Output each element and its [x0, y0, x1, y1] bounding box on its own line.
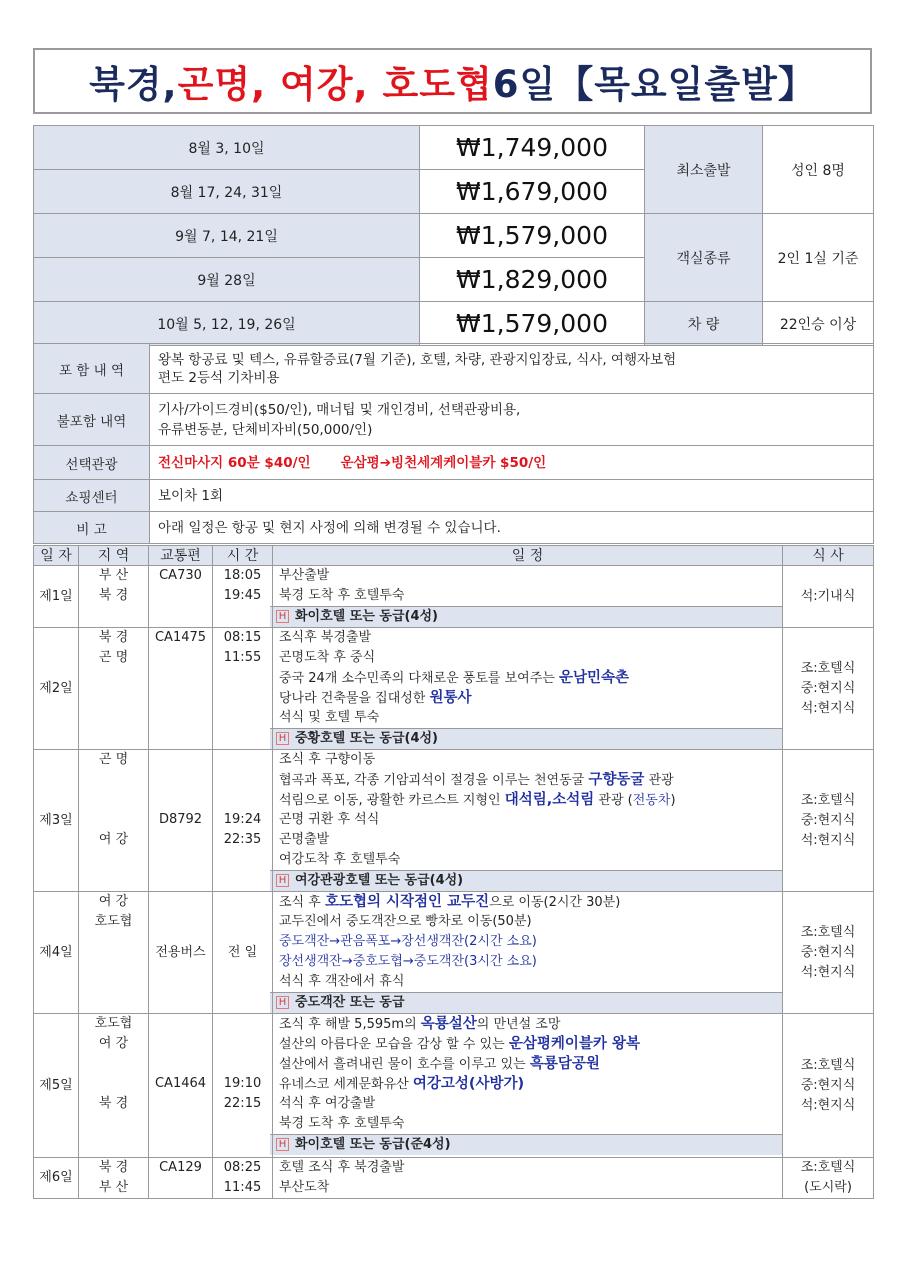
itinerary-cell: 조식 후 해발 5,595m의 옥룡설산의 만년설 조망 설산의 아름다운 모습을 감상 할 수 있는 운삼평케이블카 왕복 설산에서 흘려내린 물이 호수를 이루고 있는 흑룡담공원 유네스코 세계문화유산 여강고성(사방가) 석식 후 여강출발 북경 도착 후 호텔투숙 H 화이호텔 또는 동급(준4성) — [273, 1014, 783, 1158]
shopping-text: 보이차 1회 — [150, 480, 874, 512]
time-cell: 전 일 — [213, 892, 273, 1014]
info-value: 성인 8명 — [763, 126, 874, 214]
hotel-line: H 여강관광호텔 또는 동급(4성) — [270, 870, 783, 891]
time-cell: 19:24 22:35 — [213, 750, 273, 892]
note-label: 비 고 — [34, 512, 150, 544]
transport-cell: D8792 — [149, 750, 213, 892]
day-label: 제6일 — [34, 1158, 79, 1199]
optional-text: 전신마사지 60분 $40/인 운삼평➔빙천세계케이블카 $50/인 — [150, 446, 874, 480]
price-value: ₩1,579,000 — [420, 302, 645, 346]
hotel-icon: H — [276, 996, 289, 1009]
price-value: ₩1,679,000 — [420, 170, 645, 214]
itinerary-cell: 부산출발 북경 도착 후 호텔투숙 H 화이호텔 또는 동급(4성) — [273, 566, 783, 628]
region-cell: 부 산 북 경 — [79, 566, 149, 628]
region-cell: 호도협 여 강 북 경 — [79, 1014, 149, 1158]
hotel-icon: H — [276, 732, 289, 745]
time-cell: 18:05 19:45 — [213, 566, 273, 628]
includes-label: 포 함 내 역 — [34, 344, 150, 394]
info-label: 차 량 — [645, 302, 763, 346]
hotel-line: H 화이호텔 또는 동급(준4성) — [270, 1134, 783, 1155]
itinerary-cell: 호텔 조식 후 북경출발 부산도착 — [273, 1158, 783, 1199]
hotel-line: H 화이호텔 또는 동급(4성) — [270, 606, 783, 627]
hotel-icon: H — [276, 610, 289, 623]
price-dates: 9월 28일 — [34, 258, 420, 302]
table-row — [34, 892, 874, 1014]
region-cell: 여 강 호도협 — [79, 892, 149, 1014]
price-dates: 9월 7, 14, 21일 — [34, 214, 420, 258]
meal-cell: 조:호텔식 중:현지식 석:현지식 — [783, 892, 874, 1014]
table-row — [34, 1158, 874, 1199]
excludes-text: 기사/가이드경비($50/인), 매너팁 및 개인경비, 선택관광비용, 유류변동분, 단체비자비(50,000/인) — [150, 394, 874, 446]
transport-cell: CA730 — [149, 566, 213, 628]
day-label: 제3일 — [34, 750, 79, 892]
header-itinerary: 일 정 — [273, 546, 783, 566]
optional-label: 선택관광 — [34, 446, 150, 480]
itinerary-cell: 조식 후 구향이동 협곡과 폭포, 각종 기암괴석이 절경을 이루는 천연동굴 구향동굴 관광 석림으로 이동, 광활한 카르스트 지형인 대석림,소석림 관광 (전동차) 곤명 귀환 후 석식 곤명출발 여강도착 후 호텔투숙 H 여강관광호텔 또는 동급(4성) — [273, 750, 783, 892]
table-row — [34, 566, 874, 628]
header-transport: 교통편 — [149, 546, 213, 566]
shopping-label: 쇼핑센터 — [34, 480, 150, 512]
price-value: ₩1,749,000 — [420, 126, 645, 170]
meal-cell: 조:호텔식 중:현지식 석:현지식 — [783, 1014, 874, 1158]
meal-cell: 조:호텔식 중:현지식 석:현지식 — [783, 750, 874, 892]
excludes-label: 불포함 내역 — [34, 394, 150, 446]
price-dates: 10월 5, 12, 19, 26일 — [34, 302, 420, 346]
region-cell: 북 경 곤 명 — [79, 628, 149, 750]
meal-cell: 조:호텔식 중:현지식 석:현지식 — [783, 628, 874, 750]
day-label: 제5일 — [34, 1014, 79, 1158]
info-value: 2인 1실 기준 — [763, 214, 874, 302]
table-row — [34, 750, 874, 892]
header-day: 일 자 — [34, 546, 79, 566]
transport-cell: CA1475 — [149, 628, 213, 750]
hotel-icon: H — [276, 1138, 289, 1151]
price-value: ₩1,829,000 — [420, 258, 645, 302]
header-meal: 식 사 — [783, 546, 874, 566]
time-cell: 19:10 22:15 — [213, 1014, 273, 1158]
info-value: 22인승 이상 — [763, 302, 874, 346]
time-cell: 08:15 11:55 — [213, 628, 273, 750]
price-dates: 8월 3, 10일 — [34, 126, 420, 170]
day-label: 제4일 — [34, 892, 79, 1014]
info-label: 객실종류 — [645, 214, 763, 302]
day-label: 제2일 — [34, 628, 79, 750]
region-cell: 북 경 부 산 — [79, 1158, 149, 1199]
transport-cell: CA129 — [149, 1158, 213, 1199]
header-time: 시 간 — [213, 546, 273, 566]
transport-cell: 전용버스 — [149, 892, 213, 1014]
time-cell: 08:25 11:45 — [213, 1158, 273, 1199]
price-table — [33, 125, 874, 346]
itinerary-cell: 조식 후 호도협의 시작점인 교두진으로 이동(2시간 30분) 교두진에서 중도객잔으로 빵차로 이동(50분) 중도객잔→관음폭포→장선생객잔(2시간 소요) 장선생객잔→중호도협→중도객잔(3시간 소요) 석식 후 객잔에서 휴식 H 중도객잔 또는 동급 — [273, 892, 783, 1014]
hotel-line: H 중도객잔 또는 동급 — [270, 992, 783, 1013]
table-row — [34, 628, 874, 750]
itinerary-cell: 조식후 북경출발 곤명도착 후 중식 중국 24개 소수민족의 다채로운 풍토를 보여주는 운남민속촌 당나라 건축물을 집대성한 원통사 석식 및 호텔 투숙 H 중황호텔 또는 동급(4성) — [273, 628, 783, 750]
price-value: ₩1,579,000 — [420, 214, 645, 258]
header-region: 지 역 — [79, 546, 149, 566]
info-label: 최소출발 — [645, 126, 763, 214]
schedule-table — [33, 545, 874, 1199]
hotel-icon: H — [276, 874, 289, 887]
page-title: 북경, 곤명, 여강, 호도협 6일【목요일출발】 — [33, 48, 872, 114]
region-cell: 곤 명 여 강 — [79, 750, 149, 892]
meal-cell: 석:기내식 — [783, 566, 874, 628]
hotel-line: H 중황호텔 또는 동급(4성) — [270, 728, 783, 749]
meal-cell: 조:호텔식 (도시락) — [783, 1158, 874, 1199]
info-table — [33, 343, 874, 544]
includes-text: 왕복 항공료 및 텍스, 유류할증료(7월 기준), 호텔, 차량, 관광지입장료, 식사, 여행자보험 편도 2등석 기차비용 — [150, 344, 874, 394]
note-text: 아래 일정은 항공 및 현지 사정에 의해 변경될 수 있습니다. — [150, 512, 874, 544]
day-label: 제1일 — [34, 566, 79, 628]
price-dates: 8월 17, 24, 31일 — [34, 170, 420, 214]
transport-cell: CA1464 — [149, 1014, 213, 1158]
table-row — [34, 1014, 874, 1158]
